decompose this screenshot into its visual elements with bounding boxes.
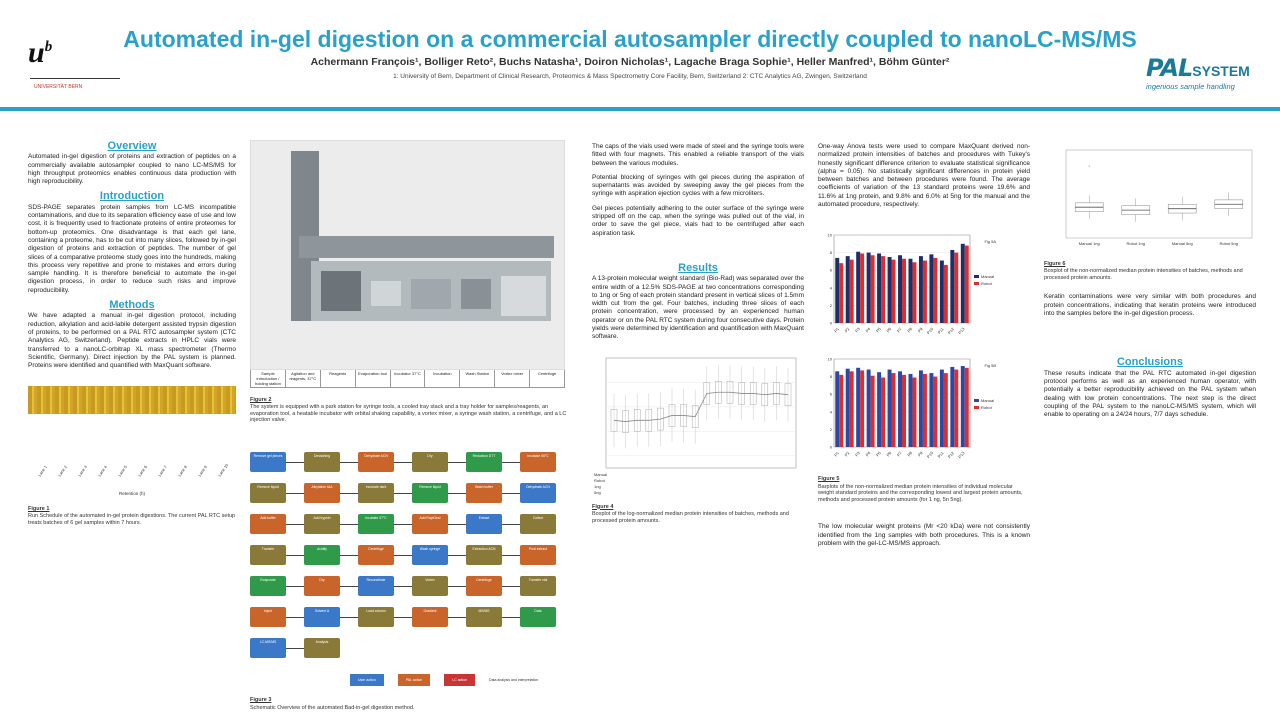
gel-lane-label: Lane 9: [196, 464, 208, 478]
flow-step-box: Centrifuge: [358, 545, 394, 565]
column-1: [28, 140, 236, 526]
bar: [929, 255, 933, 324]
chart-tag: Fig 5A: [984, 239, 996, 245]
figure-1-caption: Run Schedule of the automated in-gel protein digestions. The current PAL RTC setup treats batches of 6 gel samples within 7 hours.: [28, 513, 236, 526]
bar: [961, 366, 965, 447]
anova-text: One-way Anova tests were used to compare MaxQuant derived non-normalized protein intensities of batches and procedures with Tukey's honestly significant difference criterion to evaluate statistical significance (alpha = 0.05). No statistically significant differences in protein yield between batches and between procedures were found. The average coefficients of variation of the 13 standard proteins were 19.6% and 11.6% at 1ng protein, and 9.8% and 6.0% at 5ng for the manual and the automated procedure, respectively.: [818, 143, 1030, 209]
bar: [965, 368, 969, 447]
gel-lane-label: Lane 4: [96, 464, 108, 478]
x-tick-label: P12: [946, 326, 956, 336]
bar: [839, 375, 843, 447]
step-cell: Incubation: [425, 370, 460, 387]
x-tick-label: Robot 5ng: [1219, 241, 1238, 246]
column-3: [592, 143, 804, 524]
x-tick-label: P5: [874, 326, 882, 334]
y-tick-label: 6: [829, 268, 832, 274]
y-tick-label: 10: [827, 356, 832, 362]
flow-step-box: Wash syringe: [412, 545, 448, 565]
figure-2-label: Figure 2: [250, 397, 272, 403]
x-tick-label: P4: [864, 326, 872, 334]
group-label: Manual: [594, 471, 608, 477]
flow-step-box: Dry: [412, 452, 448, 472]
bar: [850, 372, 854, 448]
bar: [940, 261, 944, 323]
x-tick-label: P1: [833, 450, 840, 458]
flow-step-box: Centrifuge: [466, 576, 502, 596]
bar: [856, 368, 860, 447]
results-heading: Results: [678, 261, 718, 274]
flow-step-box: Reconstitute: [358, 576, 394, 596]
step-cell: Agitation and reagents, 37°C: [286, 370, 321, 387]
legend-label: Manual: [981, 274, 995, 280]
bar: [881, 256, 885, 323]
figure-3-caption: Schematic Overview of the automated Bad-in-gel digestion method.: [250, 704, 415, 711]
flow-row: [250, 607, 572, 629]
y-tick-label: 8: [829, 374, 832, 380]
conclusions-heading: Conclusions: [1116, 356, 1183, 369]
plot-area: [606, 358, 796, 468]
header-divider-bar: [0, 107, 1280, 111]
flow-step-box: Load column: [358, 607, 394, 627]
x-tick-label: P7: [895, 326, 903, 334]
y-tick-label: 8: [829, 250, 832, 256]
bar: [954, 253, 958, 323]
fig5a-chart: [818, 229, 1030, 347]
x-tick-label: P10: [925, 326, 935, 336]
flow-row: [250, 545, 572, 567]
overview-text: Automated in-gel digestion of proteins and extraction of peptides on a commercially available autosampler coupled to nano LC-MS/MS for high throughput proteomics enables continuous data production with high reproducibility.: [28, 153, 236, 186]
flow-row: [250, 483, 572, 505]
legend-label: Robot: [981, 281, 992, 287]
x-tick-label: P10: [925, 450, 935, 460]
flow-step-box: Solvent A: [304, 607, 340, 627]
pal-system-logo: PALSYSTEM ingenious sample handling: [1146, 54, 1250, 91]
bar: [850, 260, 854, 323]
x-tick-label: P12: [946, 450, 956, 460]
bar: [933, 377, 937, 447]
keratin-text: Keratin contaminations were very similar with both procedures and protein concentrations, indicating that keratin proteins were introduced into the samples before the in-gel digestion process.: [1044, 293, 1256, 318]
step-cell: Vortex mixer: [495, 370, 530, 387]
x-tick-label: P11: [936, 326, 945, 336]
bar: [860, 371, 864, 448]
bar: [912, 263, 916, 324]
university-logo-subtext: UNIVERSITÄT BERN: [34, 84, 83, 90]
flow-step-box: Inject: [250, 607, 286, 627]
conclusions-text: These results indicate that the PAL RTC automated in-gel digestion protocol performs as well as an experienced human operator, with potentially a better reproducibility achieved on the PAL system when dealing with low protein concentrations. The next step is the direct coupling of the PAL system to the nanoLC-MS/MS system, which will enable to operating on a 24/24 hours, 7/7 days schedule.: [1044, 369, 1256, 419]
x-tick-label: P9: [916, 450, 924, 458]
university-logo: $u^b$: [28, 36, 53, 69]
flow-step-box: Add RapiGest: [412, 514, 448, 534]
x-tick-label: P6: [885, 450, 893, 458]
flow-step-box: LC-MS/MS: [250, 638, 286, 658]
flow-step-box: Extraction ACN: [466, 545, 502, 565]
overview-heading: Overview: [107, 140, 157, 152]
x-tick-label: P6: [885, 326, 893, 334]
bar: [923, 261, 927, 323]
column-2: [250, 140, 572, 711]
y-tick-label: 4: [829, 409, 832, 415]
wash-station: [461, 279, 491, 309]
logo-divider: [30, 78, 120, 79]
tray-stack: [321, 271, 361, 311]
bar: [950, 250, 954, 323]
bar: [929, 373, 933, 447]
poster-title: Automated in-gel digestion on a commercial autosampler directly coupled to nanoLC-MS/MS: [123, 26, 1137, 52]
bar: [846, 256, 850, 323]
bar: [867, 253, 871, 323]
vials-text: The caps of the vials used were made of steel and the syringe tools were fitted with four magnets. This enabled a reliable transport of the vials between the various modules.: [592, 143, 804, 167]
boxplot-figure-6: [1044, 146, 1256, 256]
legend-label: Manual: [981, 398, 995, 404]
legend-pal: PAL action: [398, 674, 431, 686]
flow-step-box: Pool extract: [520, 545, 556, 565]
legend-label: Robot: [981, 405, 992, 411]
step-cell: Reagents: [321, 370, 356, 387]
legend-swatch: [974, 399, 979, 402]
figure-6-caption: Boxplot of the non-normalized median protein intensities of batches, methods and processed protein amounts.: [1044, 268, 1243, 281]
chart-tag: Fig 5B: [984, 363, 996, 369]
bar: [888, 257, 892, 323]
boxplot-figure-4: [592, 352, 804, 497]
x-tick-label: P13: [957, 326, 966, 336]
flow-step-box: Vortex: [412, 576, 448, 596]
legend-swatch: [974, 275, 979, 278]
bar: [933, 258, 937, 323]
flow-step-box: Incubate 37°C: [358, 514, 394, 534]
figure-3-label: Figure 3: [250, 697, 272, 704]
y-tick-label: 10: [827, 232, 832, 238]
bar: [892, 260, 896, 323]
gel-lane-label: Lane 8: [176, 464, 188, 478]
x-tick-label: Robot 1ng: [1126, 241, 1145, 246]
x-tick-label: P11: [936, 450, 945, 460]
bar: [877, 254, 881, 324]
incubator: [411, 279, 451, 309]
flow-step-box: Destaining: [304, 452, 340, 472]
bar: [898, 372, 902, 448]
figure-4-caption: Boxplot of the log-normalized median protein intensities of batches, methods and processed protein amounts.: [592, 510, 789, 524]
instrument-photo: [250, 140, 565, 370]
step-cell: Centrifuge: [537, 371, 557, 376]
gel-lane-label: Lane 1: [36, 464, 48, 478]
legend-user: User action: [350, 674, 384, 686]
fig5b-chart: [818, 353, 1030, 471]
step-cell: Wash Station: [460, 370, 495, 387]
bar: [940, 370, 944, 447]
gel-lane-label: Lane 5: [116, 464, 128, 478]
bar: [892, 373, 896, 447]
flow-step-box: Dry: [304, 576, 340, 596]
bar: [881, 378, 885, 448]
legend-swatch: [974, 406, 979, 409]
flow-step-box: Collect: [520, 514, 556, 534]
gel-lane-label: Lane 2: [56, 464, 68, 478]
y-tick-label: 4: [829, 285, 832, 291]
barplot-fig5a: [818, 229, 998, 347]
outlier-point: [1088, 165, 1090, 167]
flow-step-box: MS/MS: [466, 607, 502, 627]
bar: [923, 374, 927, 447]
plot-area: [1066, 150, 1252, 238]
flow-step-box: Transfer vial: [520, 576, 556, 596]
bar: [839, 264, 843, 324]
bar: [902, 259, 906, 323]
x-tick-label: P1: [833, 326, 840, 334]
gel-axis-label: Retention (h): [118, 491, 145, 497]
flow-step-box: Extract: [466, 514, 502, 534]
poster-header: [0, 0, 1280, 112]
bar: [867, 370, 871, 447]
x-tick-label: P8: [906, 450, 914, 458]
flow-step-box: Incubate dark: [358, 483, 394, 503]
flow-step-box: Gradient: [412, 607, 448, 627]
group-label: Robot: [594, 477, 605, 483]
x-tick-label: P5: [874, 450, 882, 458]
figure-1-label: Figure 1: [28, 505, 50, 512]
step-cell: Incubator 37°C: [391, 370, 426, 387]
introduction-heading: Introduction: [99, 190, 165, 203]
bar: [954, 370, 958, 447]
evaporation-tool: [371, 281, 401, 306]
group-label: 1ng: [594, 483, 601, 489]
flow-step-box: Wash buffer: [466, 483, 502, 503]
methods-heading: Methods: [109, 299, 155, 312]
flow-legend: [250, 674, 572, 686]
y-tick-label: 0: [829, 444, 832, 450]
flow-step-box: Remove liquid: [250, 483, 286, 503]
figure-4-label: Figure 4: [592, 503, 614, 510]
module-step-table: [250, 370, 565, 388]
bar: [835, 258, 839, 323]
gel-lane-label: Lane 3: [76, 464, 88, 478]
legend-swatch: [974, 282, 979, 285]
y-tick-label: 2: [829, 303, 832, 309]
x-tick-label: P2: [843, 326, 851, 334]
workflow-diagram: [250, 452, 572, 670]
figure-2-caption: The system is equipped with a park station for syringe tools, a cooled tray stack and a tray holder for samples/reagents, an evaporation tool, a heatable incubator with orbital shaking capability, a vortex mixer, a syringe wash station, a centrifuge, and a LC injection valve.: [250, 404, 567, 424]
blocking-text: Potential blocking of syringes with gel pieces during the aspiration of supernatants was avoided by sweeping away the gel pieces from the syringe with aspiration ejection cycles with a few microliters.: [592, 173, 804, 198]
y-tick-label: 6: [829, 392, 832, 398]
flow-row: [250, 576, 572, 598]
introduction-text: SDS-PAGE separates protein samples from LC-MS incompatible contaminations, and due to its separation efficiency ease of use and low cost, it is frequently used to fractionate proteins of entire proteomes for bottom-up proteomics. One disadvantage is that each gel lane, containing a proteome, has to be cut into many slices, followed by in-gel digestion of proteins and extraction of peptides. The number of gel slices of a comparative proteome study goes into the hundreds, making this process very repetitive and prone to mistakes and errors during sample handling. It is therefore beneficial to automate the in-gel digestion process, in order to reduce such risks and improve reproducibility.: [28, 203, 236, 294]
x-tick-label: P7: [895, 450, 903, 458]
bar: [871, 376, 875, 447]
bar: [944, 265, 948, 323]
rail: [299, 236, 554, 258]
column-5: [1044, 146, 1256, 425]
flow-step-box: Transfer: [250, 545, 286, 565]
x-tick-label: Manual 5ng: [1171, 241, 1193, 246]
barplot-fig5b: [818, 353, 998, 471]
flow-step-box: Data: [520, 607, 556, 627]
bar: [902, 375, 906, 447]
flow-step-box: Dehydrate ACN: [520, 483, 556, 503]
bar: [950, 367, 954, 447]
affiliations: 1: University of Bern, Department of Clinical Research, Proteomics & Mass Spectrometry Core Facility, Bern, Switzerland 2: CTC Analytics AG, Zwingen, Switzerland: [393, 73, 867, 80]
bar: [871, 256, 875, 324]
flow-step-box: Add trypsin: [304, 514, 340, 534]
bar: [908, 259, 912, 323]
x-tick-label: P2: [843, 450, 851, 458]
figure-6-label: Figure 6: [1044, 261, 1066, 267]
group-label: 5ng: [594, 489, 601, 495]
x-tick-label: P9: [916, 326, 924, 334]
bar: [919, 256, 923, 323]
flow-step-box: Evaporate: [250, 576, 286, 596]
gel-image: [28, 386, 236, 414]
step-cell: Evaporation tool: [356, 370, 391, 387]
flow-step-box: Incubate 56°C: [520, 452, 556, 472]
figure-5-label: Figure 5: [818, 476, 840, 483]
flow-step-box: Dehydrate ACN: [358, 452, 394, 472]
figure-5-caption: Barplots of the non-normalized median protein intensities of individual molecular weight standard proteins and the corresponding lowest and largest protein amounts, methods and processed protein amounts (for 1 ng, 5n 5ng).: [818, 483, 1023, 503]
bar: [919, 371, 923, 448]
bar: [846, 369, 850, 447]
bar: [912, 378, 916, 448]
gel-lane-labels: [28, 414, 236, 478]
x-tick-label: Manual 1ng: [1078, 241, 1100, 246]
y-tick-label: 0: [829, 320, 832, 326]
bar: [961, 244, 965, 323]
bar: [965, 246, 969, 323]
results-text: A 13-protein molecular weight standard (Bio-Rad) was separated over the entire width of a 12.5% SDS-PAGE at two concentrations corresponding to 1ng or 5ng of each protein standard present in vertical slices of 1.5mm width cut from the gel. Four batches, including three slices of each protein concentration, were processed by an experienced human operator or on the PAL RTC system during four consecutive days. Protein yields were determined by identification and quantification with MaxQuant software.: [592, 275, 804, 341]
gel-lane-label: Lane 6: [136, 464, 148, 478]
step-cell: Sample introduction / holding station: [251, 370, 286, 387]
bar: [856, 252, 860, 323]
figure-4-chart: [592, 352, 804, 497]
low-mw-text: The low molecular weight proteins (Mr <20 kDa) were not consistently identified from the 1ng samples with both procedures. This is a known problem with the gel-LC-MS/MS approach.: [818, 523, 1030, 548]
flow-row: [250, 514, 572, 536]
methods-text: We have adapted a manual in-gel digestion protocol, including reduction, alkylation and acid-labile detergent assisted trypsin digestion of proteins, to be performed on a PAL RTC autosampler system (CTC Analytics AG, Switzerland). Peptide extracts in HPLC vials were transferred to a nanoLC-orbitrap XL mass spectrometer (Thermo Scientific, Germany). Direct injection by the PAL system is planned. Proteins were identified and quantified with MaxQuant software.: [28, 312, 236, 370]
flow-step-box: Add buffer: [250, 514, 286, 534]
bar: [888, 370, 892, 447]
bar: [877, 373, 881, 448]
flow-step-box: Remove liquid: [412, 483, 448, 503]
legend-lc: LC action: [444, 674, 475, 686]
figure-6-chart: [1044, 146, 1256, 256]
flow-row: [250, 638, 572, 660]
x-tick-label: P3: [853, 450, 861, 458]
flow-step-box: Alkylation IAA: [304, 483, 340, 503]
y-tick-label: 2: [829, 427, 832, 433]
flow-row: [250, 452, 572, 474]
flow-step-box: Analysis: [304, 638, 340, 658]
flow-step-box: Remove gel pieces: [250, 452, 286, 472]
x-tick-label: P13: [957, 450, 966, 460]
bar: [908, 374, 912, 447]
x-tick-label: P3: [853, 326, 861, 334]
centrifuge: [501, 276, 546, 316]
column-4: [818, 143, 1030, 554]
flow-end-label: Data analysis and interpretation: [489, 678, 539, 683]
bar: [898, 256, 902, 324]
flow-step-box: Acidify: [304, 545, 340, 565]
gel-pieces-text: Gel pieces potentially adhering to the outer surface of the syringe were stripped off on the cap, when the syringe was pulled out of the vial, in order to save the gel piece, vials had to be centrifuged after each aspiration task.: [592, 204, 804, 237]
bar: [860, 254, 864, 324]
author-list: Achermann François¹, Bolliger Reto², Buchs Natasha¹, Doiron Nicholas¹, Lagache Braga Sophie¹, Heller Manfred¹, Böhm Günter²: [310, 56, 950, 68]
gel-lane-label: Lane 10: [216, 463, 230, 478]
gel-lane-label: Lane 7: [156, 464, 168, 478]
bar: [944, 373, 948, 447]
x-tick-label: P8: [906, 326, 914, 334]
x-tick-label: P4: [864, 450, 872, 458]
flow-step-box: Reduction DTT: [466, 452, 502, 472]
bar: [835, 372, 839, 448]
